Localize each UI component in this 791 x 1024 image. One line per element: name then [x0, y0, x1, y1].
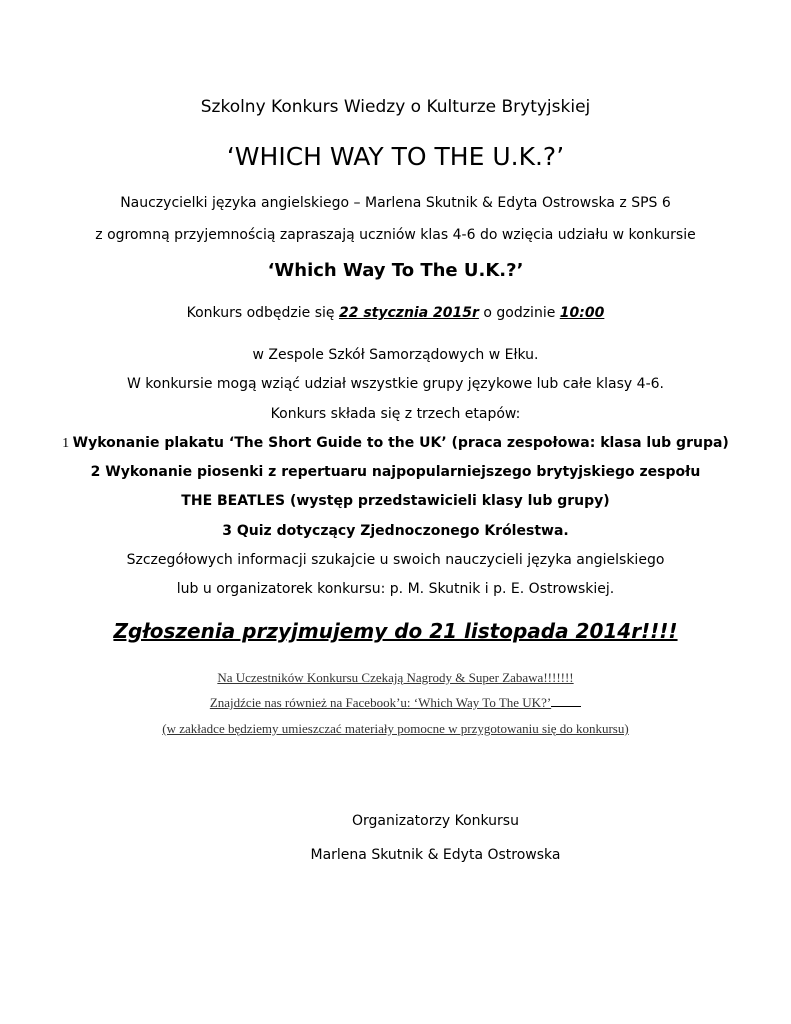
date-line-prefix: Konkurs odbędzie się — [186, 305, 339, 321]
invitation-line: z ogromną przyjemnością zapraszają uczniów klas 4-6 do wzięcia udziału w konkursie — [95, 227, 696, 243]
prize-line: Na Uczestników Konkursu Czekają Nagrody & Super Zabawa!!!!!!! — [217, 670, 574, 685]
organizers-names: Marlena Skutnik & Edyta Ostrowska — [310, 847, 561, 863]
stage-3: 3 Quiz dotyczący Zjednoczonego Królestwa. — [222, 523, 569, 539]
facebook-line — [0, 694, 791, 711]
facebook-text: Znajdźcie nas również na Facebook’u: ‘Which Way To The UK?’ — [209, 695, 552, 710]
deadline-line: Zgłoszenia przyjmujemy do 21 listopada 2014r!!!! — [113, 619, 678, 643]
groups-line: W konkursie mogą wziąć udział wszystkie grupy językowe lub całe klasy 4-6. — [127, 376, 664, 392]
stage-2-line-1: 2 Wykonanie piosenki z repertuaru najpopularniejszego brytyjskiego zespołu — [90, 464, 701, 480]
organizers-label: Organizatorzy Konkursu — [352, 813, 519, 829]
info-line-2: lub u organizatorek konkursu: p. M. Skutnik i p. E. Ostrowskiej. — [176, 581, 615, 597]
tab-note-line: (w zakładce będziemy umieszczać materiały pomocne w przygotowaniu się do konkursu) — [162, 721, 629, 736]
date-line — [0, 304, 791, 322]
contest-date: 22 stycznia 2015r — [338, 305, 479, 321]
stage-2-line-2: THE BEATLES (występ przedstawicieli klasy lub grupy) — [181, 493, 610, 509]
place-line: w Zespole Szkół Samorządowych w Ełku. — [252, 347, 539, 363]
contest-subtitle: Szkolny Konkurs Wiedzy o Kulturze Brytyjskiej — [200, 97, 591, 117]
info-line-1: Szczegółowych informacji szukajcie u swoich nauczycieli języka angielskiego — [126, 552, 665, 568]
stage-1-number: 1 — [62, 436, 73, 451]
stage-1 — [0, 434, 791, 453]
stages-intro: Konkurs składa się z trzech etapów: — [270, 406, 521, 422]
stage-1-text: Wykonanie plakatu ‘The Short Guide to the UK’ (praca zespołowa: klasa lub grupa) — [72, 435, 729, 451]
contest-title: ‘WHICH WAY TO THE U.K.?’ — [226, 142, 565, 171]
underline-gap — [551, 694, 581, 707]
date-line-middle: o godzinie — [478, 305, 560, 321]
contest-time: 10:00 — [559, 305, 605, 321]
teachers-line: Nauczycielki języka angielskiego – Marlena Skutnik & Edyta Ostrowska z SPS 6 — [120, 195, 671, 211]
contest-name-heading: ‘Which Way To The U.K.?’ — [267, 260, 524, 281]
